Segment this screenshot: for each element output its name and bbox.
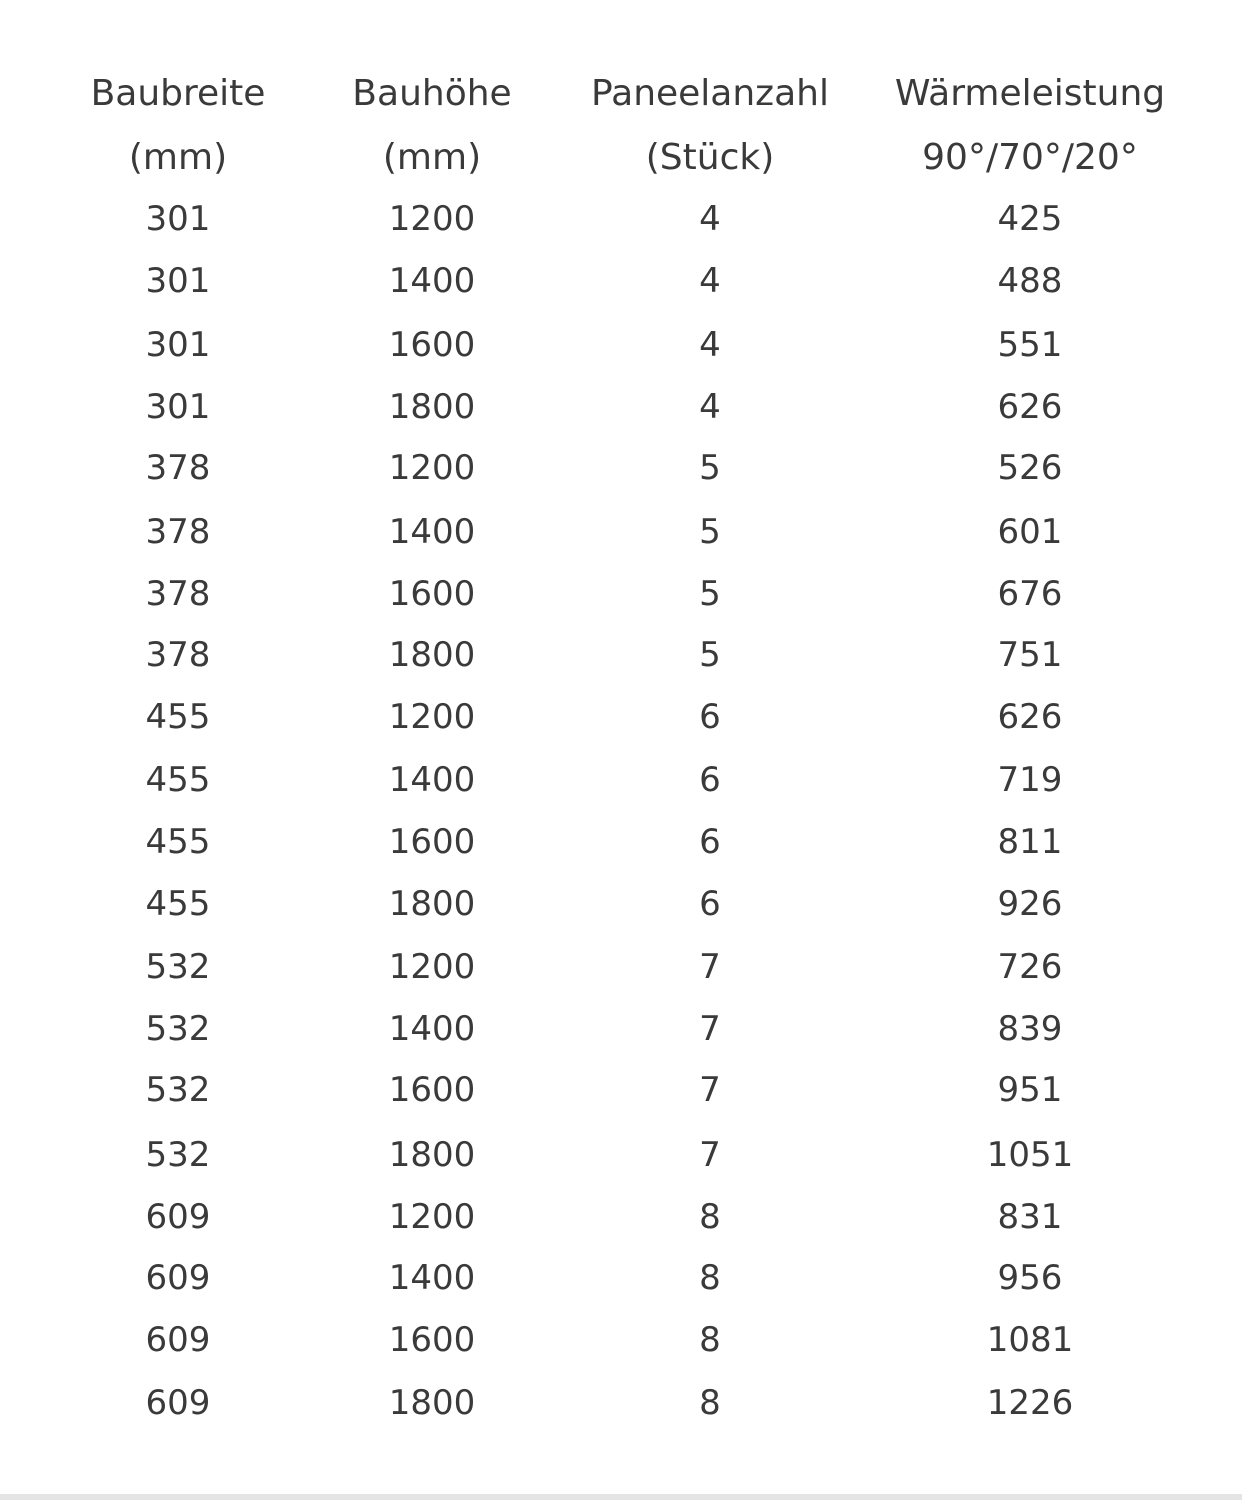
cell-baubreite: 378 [145,574,211,614]
cell-bauhoehe: 1400 [388,512,476,552]
cell-baubreite: 378 [145,448,211,488]
cell-paneelanzahl: 7 [699,947,721,987]
cell-waermeleistung: 1226 [986,1383,1074,1423]
cell-bauhoehe: 1600 [388,1070,476,1110]
cell-baubreite: 609 [145,1197,211,1237]
cell-waermeleistung: 551 [997,325,1063,365]
cell-paneelanzahl: 4 [699,199,721,239]
cell-paneelanzahl: 8 [699,1383,721,1423]
cell-baubreite: 532 [145,1070,211,1110]
column-header-bauhoehe-line2: (mm) [382,137,482,178]
cell-waermeleistung: 626 [997,387,1063,427]
cell-baubreite: 609 [145,1320,211,1360]
cell-baubreite: 609 [145,1383,211,1423]
cell-bauhoehe: 1600 [388,822,476,862]
cell-baubreite: 455 [145,822,211,862]
cell-bauhoehe: 1200 [388,1197,476,1237]
cell-paneelanzahl: 5 [699,448,721,488]
cell-waermeleistung: 676 [997,574,1063,614]
cell-paneelanzahl: 6 [699,760,721,800]
cell-baubreite: 301 [145,199,211,239]
cell-waermeleistung: 811 [997,822,1063,862]
cell-bauhoehe: 1800 [388,387,476,427]
column-header-paneelanzahl-line2: (Stück) [645,137,775,178]
cell-paneelanzahl: 5 [699,512,721,552]
cell-waermeleistung: 1081 [986,1320,1074,1360]
cell-paneelanzahl: 7 [699,1135,721,1175]
cell-bauhoehe: 1400 [388,261,476,301]
cell-baubreite: 532 [145,1135,211,1175]
cell-baubreite: 301 [145,387,211,427]
cell-baubreite: 301 [145,261,211,301]
cell-waermeleistung: 839 [997,1009,1063,1049]
cell-paneelanzahl: 8 [699,1320,721,1360]
cell-waermeleistung: 926 [997,884,1063,924]
cell-bauhoehe: 1200 [388,448,476,488]
cell-waermeleistung: 1051 [986,1135,1074,1175]
cell-paneelanzahl: 5 [699,635,721,675]
cell-bauhoehe: 1400 [388,760,476,800]
column-header-paneelanzahl-line1: Paneelanzahl [591,73,829,114]
cell-paneelanzahl: 8 [699,1197,721,1237]
cell-baubreite: 532 [145,1009,211,1049]
cell-waermeleistung: 831 [997,1197,1063,1237]
cell-waermeleistung: 726 [997,947,1063,987]
cell-bauhoehe: 1400 [388,1009,476,1049]
cell-paneelanzahl: 7 [699,1009,721,1049]
bottom-divider [0,1494,1242,1500]
cell-paneelanzahl: 6 [699,822,721,862]
cell-baubreite: 378 [145,635,211,675]
cell-waermeleistung: 425 [997,199,1063,239]
cell-paneelanzahl: 4 [699,261,721,301]
cell-paneelanzahl: 6 [699,884,721,924]
cell-paneelanzahl: 6 [699,697,721,737]
cell-bauhoehe: 1200 [388,697,476,737]
cell-waermeleistung: 719 [997,760,1063,800]
cell-baubreite: 532 [145,947,211,987]
cell-bauhoehe: 1800 [388,1135,476,1175]
cell-baubreite: 378 [145,512,211,552]
cell-baubreite: 609 [145,1258,211,1298]
column-header-baubreite-line2: (mm) [128,137,228,178]
column-header-waermeleistung-line2: 90°/70°/20° [922,137,1138,178]
cell-paneelanzahl: 4 [699,387,721,427]
column-header-bauhoehe-line1: Bauhöhe [352,73,512,114]
cell-waermeleistung: 488 [997,261,1063,301]
cell-waermeleistung: 626 [997,697,1063,737]
cell-paneelanzahl: 4 [699,325,721,365]
cell-bauhoehe: 1400 [388,1258,476,1298]
cell-baubreite: 455 [145,760,211,800]
cell-bauhoehe: 1200 [388,199,476,239]
cell-paneelanzahl: 5 [699,574,721,614]
cell-baubreite: 301 [145,325,211,365]
cell-waermeleistung: 601 [997,512,1063,552]
cell-waermeleistung: 751 [997,635,1063,675]
cell-paneelanzahl: 8 [699,1258,721,1298]
cell-bauhoehe: 1800 [388,884,476,924]
cell-bauhoehe: 1600 [388,1320,476,1360]
cell-bauhoehe: 1800 [388,1383,476,1423]
cell-bauhoehe: 1600 [388,325,476,365]
cell-bauhoehe: 1600 [388,574,476,614]
cell-bauhoehe: 1200 [388,947,476,987]
column-header-waermeleistung-line1: Wärmeleistung [894,73,1166,114]
cell-waermeleistung: 956 [997,1258,1063,1298]
cell-waermeleistung: 526 [997,448,1063,488]
column-header-baubreite-line1: Baubreite [90,73,266,114]
cell-bauhoehe: 1800 [388,635,476,675]
cell-baubreite: 455 [145,884,211,924]
cell-waermeleistung: 951 [997,1070,1063,1110]
cell-paneelanzahl: 7 [699,1070,721,1110]
cell-baubreite: 455 [145,697,211,737]
